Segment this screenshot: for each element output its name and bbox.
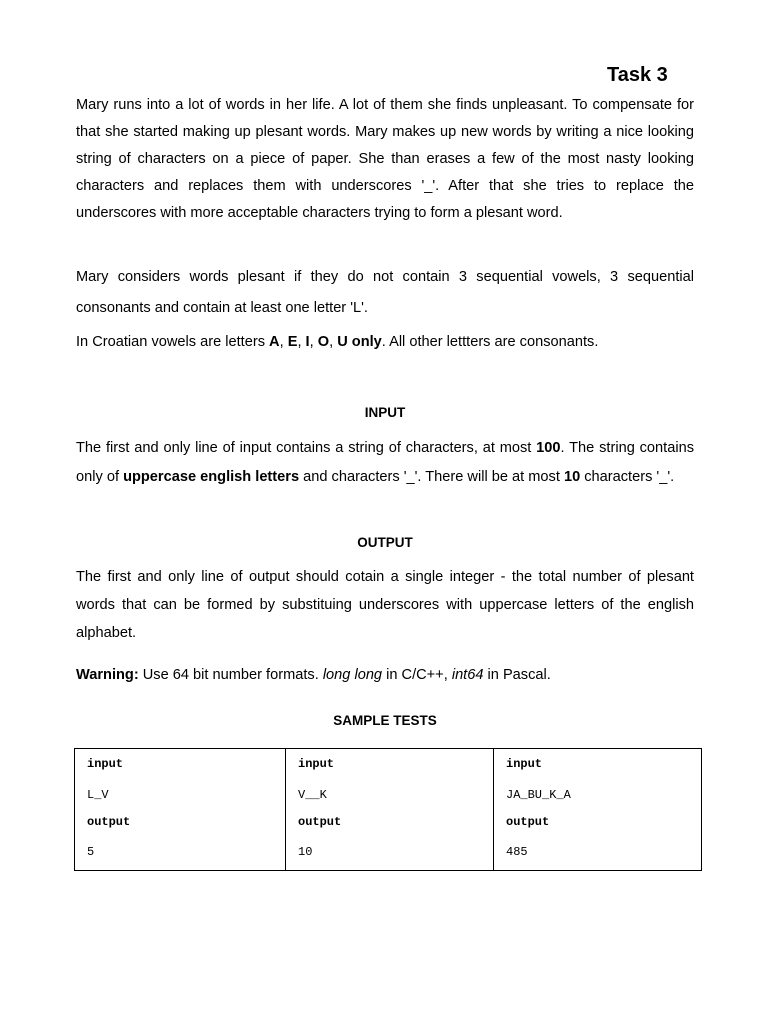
warning-paragraph: Warning: Use 64 bit number formats. long long in C/C++, int64 in Pascal. (76, 667, 551, 683)
output-label: output (87, 815, 131, 829)
input-label: input (87, 757, 124, 771)
sample-output-value: 5 (87, 845, 95, 859)
output-label: output (298, 815, 342, 829)
story-paragraph: Mary runs into a lot of words in her life. A lot of them she finds unpleasant. To compensate for that she started making up plesant words. Mary makes up new words by writing a nice looking string of characters on a piece of paper. She than erases a few of the most nasty looking characters and replaces them with underscores '_'. After that she tries to replace the underscores with more acceptable characters trying to form a plesant word. (76, 97, 694, 221)
vowel-o: O (317, 334, 330, 350)
sample-test-1 (75, 749, 286, 871)
sample-test-2 (286, 749, 494, 871)
vowel-i: I (305, 334, 310, 350)
output-heading: OUTPUT (357, 535, 413, 550)
input-description: The first and only line of input contains a string of characters, at most 100. The string contains only of uppercase english letters and characters '_'. There will be at most 10 characters '_'. (76, 440, 694, 485)
task-title: Task 3 (607, 64, 668, 86)
vowels-paragraph: In Croatian vowels are letters A, E, I, O, U only. All other lettters are consonants. (76, 334, 599, 350)
sample-output-value: 485 (506, 845, 528, 859)
vowel-e: E (287, 334, 298, 350)
vowels-outro: . All other lettters are consonants. (381, 334, 599, 350)
charset: uppercase english letters (123, 468, 300, 485)
sample-tests-table (74, 748, 702, 871)
input-label: input (506, 757, 543, 771)
sample-output-value: 10 (298, 845, 313, 859)
vowels-intro: In Croatian vowels are letters (76, 334, 270, 350)
sample-tests-heading: SAMPLE TESTS (333, 713, 437, 728)
sample-input-value: JA_BU_K_A (506, 788, 571, 802)
output-description: The first and only line of output should cotain a single integer - the total number of plesant words that can be formed by substituing underscores with uppercase letters of the english alphabet. (76, 569, 694, 641)
input-label: input (298, 757, 335, 771)
output-label: output (506, 815, 550, 829)
int64-type: int64 (451, 667, 484, 683)
sample-input-value: V__K (298, 788, 327, 802)
sample-input-value: L_V (87, 788, 109, 802)
vowel-u: U only (337, 334, 382, 350)
vowel-a: A (269, 334, 280, 350)
long-long-type: long long (322, 667, 383, 683)
warning-label: Warning: (76, 667, 139, 683)
input-heading: INPUT (364, 405, 406, 420)
sample-test-3 (494, 749, 702, 871)
max-underscores: 10 (563, 468, 581, 485)
table-row (75, 749, 702, 871)
pleasant-rule-paragraph: Mary considers words plesant if they do not contain 3 sequential vowels, 3 sequential consonants and contain at least one letter 'L'. (76, 269, 694, 316)
max-length: 100 (536, 440, 561, 456)
